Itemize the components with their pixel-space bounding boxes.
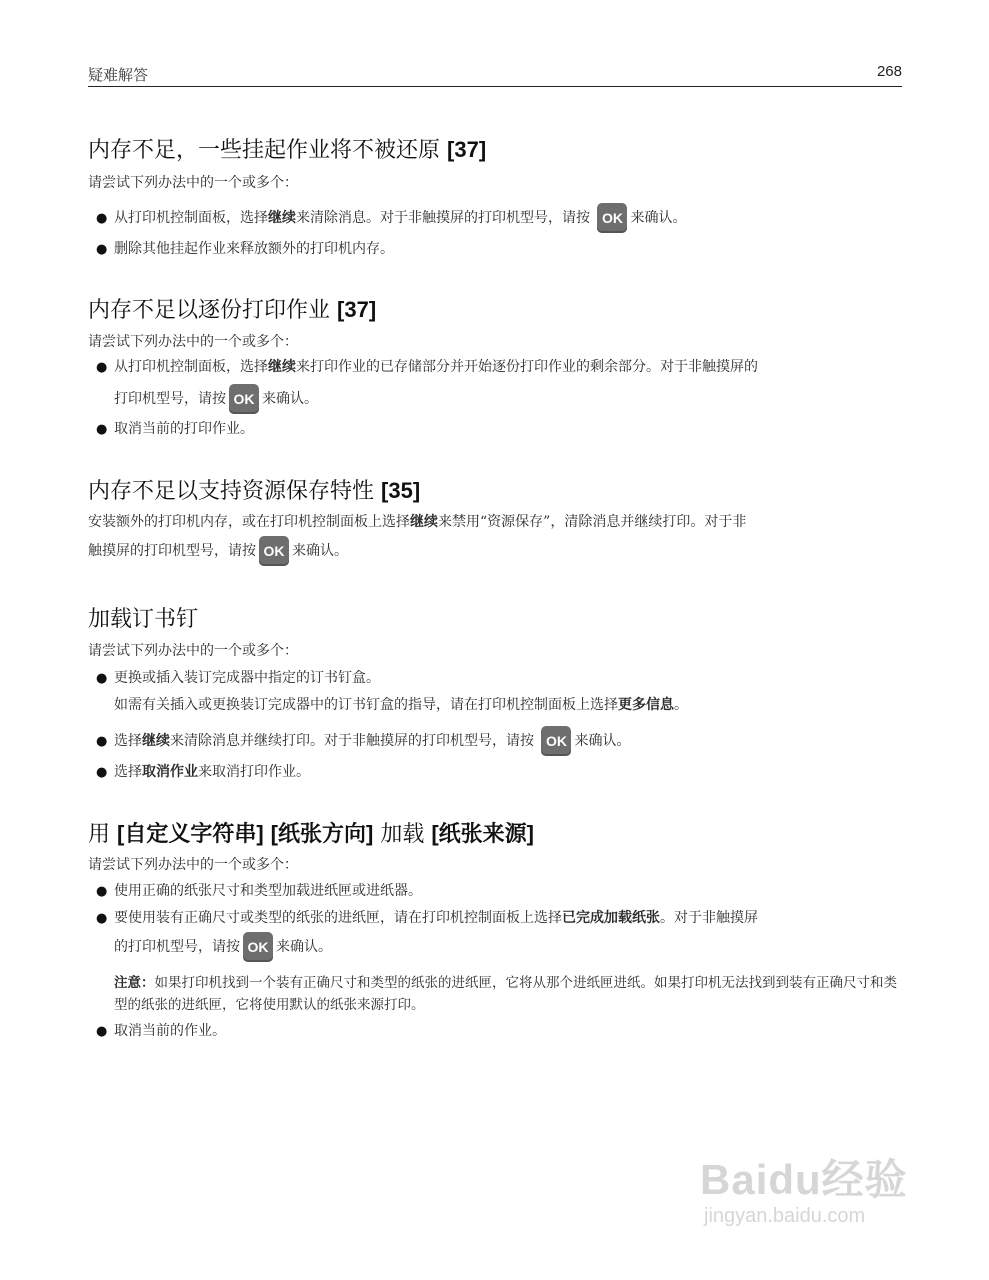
list-text: 来清除消息并继续打印。对于非触摸屏的打印机型号，请按	[170, 733, 534, 749]
heading-text: 内存不足以支持资源保存特性	[88, 479, 375, 504]
list-item	[96, 907, 758, 927]
menu-option-continue: 继续	[410, 514, 438, 530]
bullet-icon: ●	[96, 211, 108, 226]
menu-option-continue: 继续	[142, 733, 170, 749]
bullet-icon: ●	[96, 911, 108, 926]
section-intro: 请尝试下列办法中的一个或多个：	[88, 175, 298, 191]
placeholder-custom-string: [自定义字符串]	[117, 821, 264, 846]
list-item	[96, 726, 630, 757]
list-text: 取消当前的作业。	[114, 1023, 226, 1039]
list-text: 删除其他挂起作业来释放额外的打印机内存。	[114, 241, 394, 257]
list-item-subtext	[114, 694, 688, 714]
list-item	[96, 880, 422, 900]
list-text: 来确认。	[276, 939, 332, 955]
list-text: 要使用装有正确尺寸或类型的纸张的进纸匣，请在打印机控制面板上选择	[114, 910, 562, 926]
list-text: 选择	[114, 764, 142, 780]
placeholder-paper-orientation: [纸张方向]	[270, 821, 374, 846]
note-text: 如果打印机找到一个装有正确尺寸和类型的纸张的进纸匣，它将从那个进纸匣进纸。如果打印机无法找到到装有正确尺寸和类型的纸张的进纸匣，它将使用默认的纸张来源打印。	[114, 975, 897, 1013]
list-item	[96, 761, 310, 781]
ok-button-icon: OK	[259, 536, 289, 566]
page-header	[88, 62, 902, 87]
watermark-brand: Baidu经验	[700, 1156, 908, 1203]
list-text: 来取消打印作业。	[198, 764, 310, 780]
section-heading-load-paper	[88, 817, 534, 848]
bullet-icon: ●	[96, 884, 108, 899]
section-intro: 请尝试下列办法中的一个或多个：	[88, 334, 298, 350]
bullet-icon: ●	[96, 242, 108, 257]
heading-text: 内存不足，一些挂起作业将不被还原	[88, 138, 441, 163]
list-text: 如需有关插入或更换装订完成器中的订书钉盒的指导，请在打印机控制面板上选择	[114, 697, 618, 713]
heading-text: 内存不足以逐份打印作业	[88, 298, 331, 323]
bullet-icon: ●	[96, 734, 108, 749]
section-heading-load-staples	[88, 602, 198, 633]
error-code: [37]	[337, 297, 377, 322]
bullet-icon: ●	[96, 422, 108, 437]
list-item	[96, 356, 758, 376]
note	[114, 972, 904, 1016]
list-text: 更换或插入装订完成器中指定的订书钉盒。	[114, 670, 380, 686]
heading-text: 用	[88, 822, 111, 847]
heading-text: 加载订书钉	[88, 607, 199, 632]
header-title: 疑难解答	[88, 66, 149, 84]
bullet-icon: ●	[96, 765, 108, 780]
menu-option-paper-loaded: 已完成加载纸张	[562, 910, 660, 926]
section-heading-memory-held-jobs	[88, 133, 486, 164]
bullet-icon: ●	[96, 360, 108, 375]
ok-button-icon: OK	[541, 726, 571, 756]
list-item	[96, 203, 686, 234]
ok-button-icon: OK	[243, 932, 273, 962]
list-text: 取消当前的打印作业。	[114, 421, 254, 437]
list-text: 选择	[114, 733, 142, 749]
menu-option-continue: 继续	[268, 359, 296, 375]
list-text: 来确认。	[574, 733, 631, 749]
section-heading-memory-collate	[88, 293, 376, 324]
list-text: 的打印机型号，请按	[114, 939, 240, 955]
placeholder-paper-source: [纸张来源]	[431, 821, 534, 846]
section-heading-resource-save	[88, 474, 420, 505]
paragraph	[88, 511, 904, 531]
list-text: 来清除消息。对于非触摸屏的打印机型号，请按	[296, 210, 590, 226]
paragraph-continuation	[88, 536, 348, 566]
list-text: 从打印机控制面板，选择	[114, 359, 268, 375]
list-item	[96, 667, 380, 687]
watermark	[700, 1135, 920, 1235]
list-text: 打印机型号，请按	[114, 391, 226, 407]
menu-option-more-info: 更多信息	[618, 697, 674, 713]
menu-option-continue: 继续	[268, 210, 296, 226]
watermark-url: jingyan.baidu.com	[704, 1205, 866, 1227]
paragraph-text: 触摸屏的打印机型号，请按	[88, 543, 256, 559]
list-item	[96, 1020, 226, 1040]
list-text: 来打印作业的已存储部分并开始逐份打印作业的剩余部分。对于非触摸屏的	[296, 359, 758, 375]
list-text: 。	[674, 697, 688, 713]
paragraph-text: 安装额外的打印机内存，或在打印机控制面板上选择	[88, 514, 410, 530]
list-item-continuation	[114, 384, 318, 414]
bullet-icon: ●	[96, 1024, 108, 1039]
list-text: 来确认。	[630, 210, 687, 226]
list-item	[96, 418, 254, 438]
list-text: 从打印机控制面板，选择	[114, 210, 268, 226]
list-text: 来确认。	[262, 391, 318, 407]
ok-button-icon: OK	[597, 203, 627, 233]
page-number: 268	[876, 63, 902, 80]
paragraph-text: 来禁用“资源保存”，清除消息并继续打印。对于非	[438, 514, 747, 530]
error-code: [35]	[381, 478, 421, 503]
list-text: 使用正确的纸张尺寸和类型加载进纸匣或进纸器。	[114, 883, 422, 899]
list-text: 。对于非触摸屏	[660, 910, 758, 926]
ok-button-icon: OK	[229, 384, 259, 414]
list-item	[96, 238, 394, 258]
section-intro: 请尝试下列办法中的一个或多个：	[88, 857, 298, 873]
menu-option-cancel-job: 取消作业	[142, 764, 198, 780]
note-label: 注意：	[114, 975, 155, 991]
error-code: [37]	[447, 137, 487, 162]
bullet-icon: ●	[96, 671, 108, 686]
list-item-continuation	[114, 932, 332, 962]
heading-text: 加载	[380, 822, 425, 847]
paragraph-text: 来确认。	[292, 543, 348, 559]
section-intro: 请尝试下列办法中的一个或多个：	[88, 643, 298, 659]
